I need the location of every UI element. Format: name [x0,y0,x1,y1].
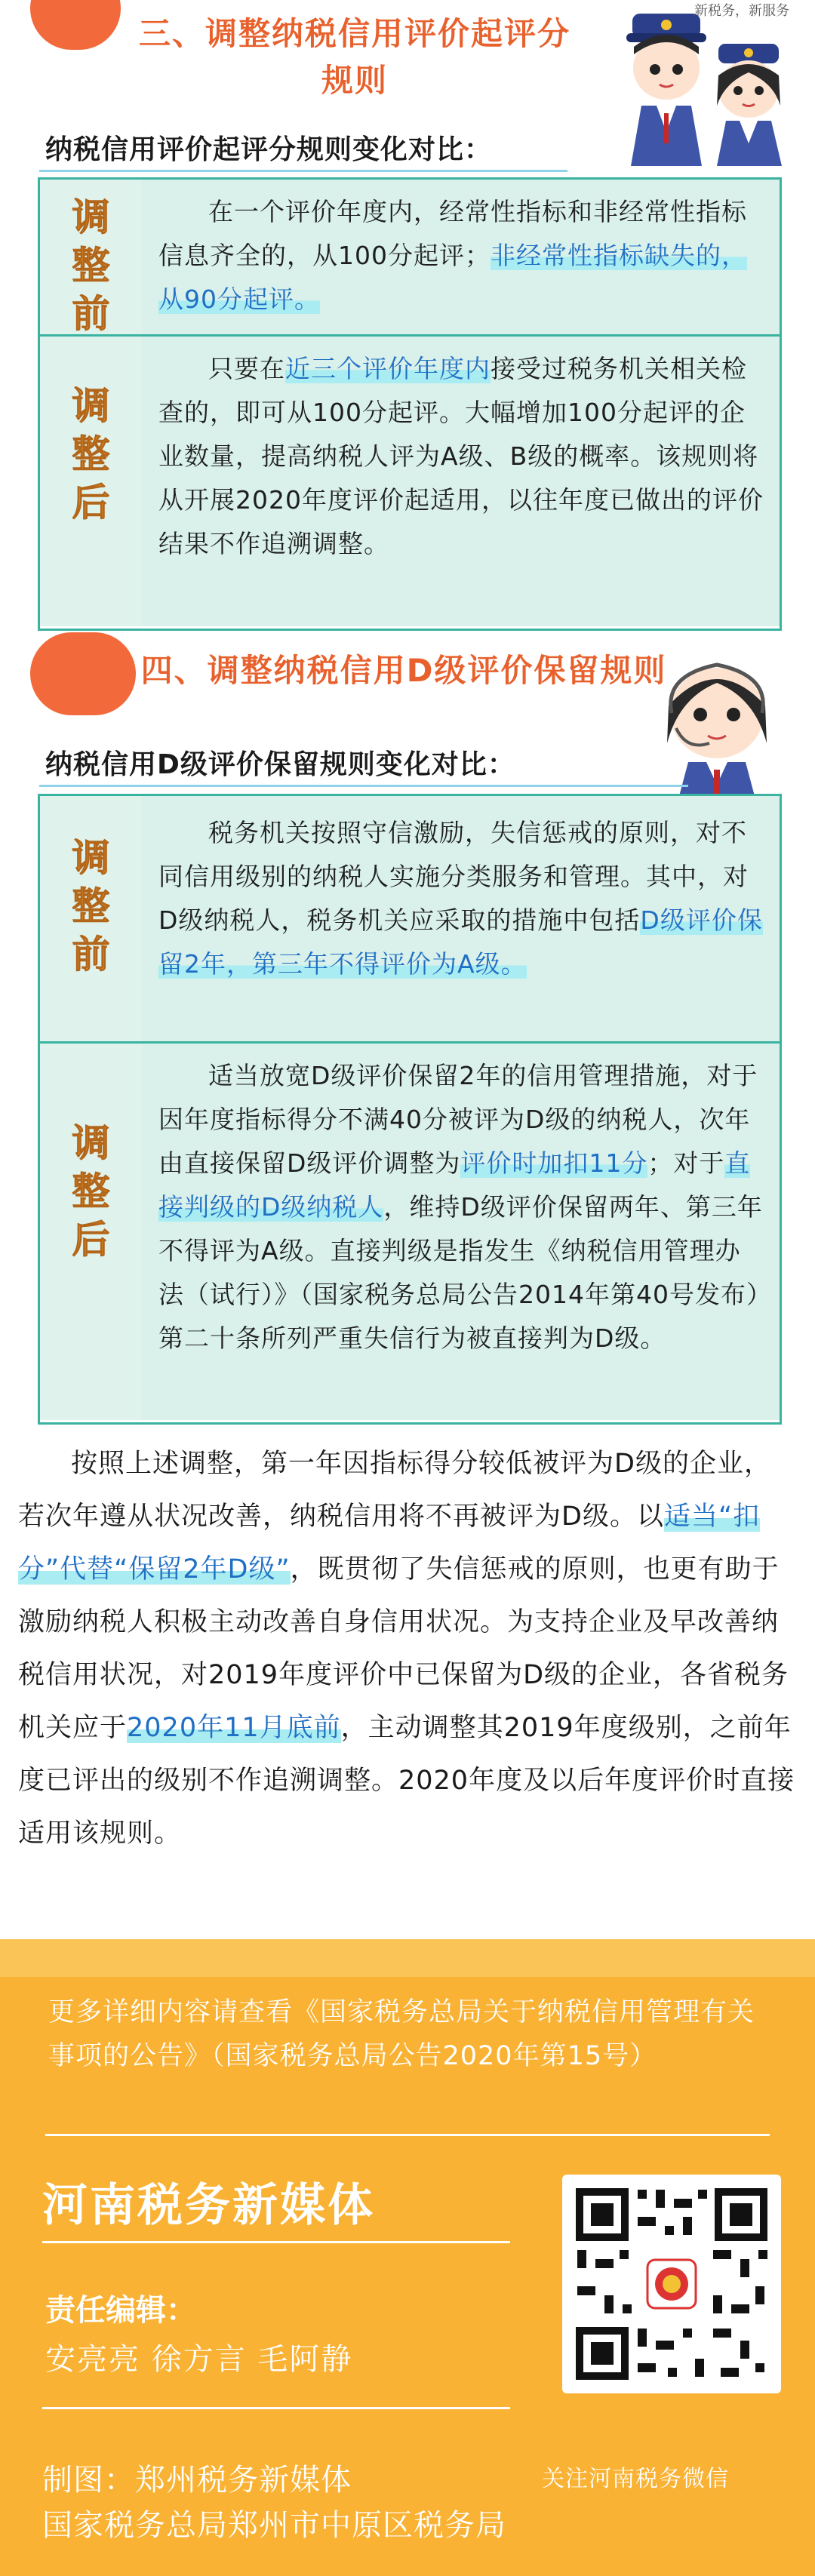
summary-highlight-2: 2020年11月底前 [127,1713,341,1743]
brand-title: 河南税务新媒体 [42,2179,375,2232]
footer-divider [45,2134,770,2136]
summary-text-cont: ，既贯彻了失信惩戒的原则，也更有助于激励纳税人积极主动改善自身信用状况。为支持企业及早改善纳税信用状况，对2019年度评价中已保留为D级的企业，各省税务机关应于 [18,1554,789,1743]
editor-label: 责任编辑： [45,2293,196,2328]
section3-subheading: 纳税信用评价起评分规则变化对比： [45,134,493,165]
footer [0,1939,815,2576]
section3-pill [30,0,121,50]
before-label-cell [40,796,144,1041]
mascot-headset-illustration [634,630,800,796]
qr-caption: 关注河南税务微信 [542,2466,729,2492]
before-text: 在一个评价年度内，经常性指标和非经常性指标信息齐全的，从100分起评； [158,197,747,270]
summary-paragraph [18,1437,797,1860]
after-text-cell [142,1044,780,1420]
summary-highlight-1: 适当“扣分”代替“保留2年D级” [18,1502,761,1585]
mascot-speech-text: 新税务，新服务 [694,3,789,19]
editor-names: 安亮亮 徐方言 毛阿静 [45,2342,353,2377]
footer-top-band [0,1939,815,1977]
mascot-pair-illustration [604,0,807,166]
after-label: 调整后 [72,384,110,524]
after-label-cell [40,1044,144,1420]
after-text-cont: 接受过税务机关相关检查的，即可从100分起评。大幅增加100分起评的企业数量，提高纳税人评为A级、B级的概率。该规则将从开展2020年度评价起适用，以往年度已做出的评价结果不作追溯调整。 [158,354,764,558]
after-text-cell [142,337,780,626]
section4-pill [30,632,136,715]
editors-underline [42,2407,510,2409]
summary-text-end: ，主动调整其2019年度级别，之前年度已评出的级别不作追溯调整。2020年度及以后年度评价时直接适用该规则。 [18,1713,795,1849]
before-highlight: D级评价保留2年，第三年不得评价为A级。 [158,905,763,979]
after-label-cell [40,337,144,626]
table-row [40,334,780,626]
section4-comparison-table [38,794,782,1425]
before-label: 调整前 [72,836,110,976]
before-text-cell [142,796,780,1041]
table-row [40,1041,780,1420]
organization-credit: 国家税务总局郑州市中原区税务局 [42,2508,506,2543]
maker-credit: 制图：郑州税务新媒体 [42,2463,352,2498]
after-highlight-2: 直接判级的D级纳税人 [158,1148,751,1222]
brand-underline [42,2241,510,2243]
qr-code[interactable] [562,2175,781,2393]
table-row [40,180,780,334]
after-highlight-1: 评价时加扣11分 [460,1148,648,1178]
before-text: 税务机关按照守信激励，失信惩戒的原则，对不同信用级别的纳税人实施分类服务和管理。其中，对D级纳税人，税务机关应采取的措施中包括 [158,818,749,935]
after-text: 只要在 [208,354,285,383]
before-label-cell [40,180,144,334]
before-highlight: 非经常性指标缺失的，从90分起评。 [158,241,747,314]
before-label: 调整前 [72,195,110,336]
section4-divider [39,785,688,787]
after-text-end: ，维持D级评价保留两年、第三年不得评为A级。直接判级是指发生《纳税信用管理办法（试行）》（国家税务总局公告2014年第40号发布）第二十条所列严重失信行为被直接判为D级。 [158,1192,763,1353]
after-highlight: 近三个评价年度内 [285,354,491,383]
before-text-cell [142,180,780,334]
after-text-cont: ；对于 [647,1148,725,1178]
section3-divider [39,170,567,172]
after-label: 调整后 [72,1121,110,1262]
section4-subheading: 纳税信用D级评价保留规则变化对比： [45,749,515,780]
section4-title: 四、调整纳税信用D级评价保留规则 [140,652,667,689]
summary-text: 按照上述调整，第一年因指标得分较低被评为D级的企业，若次年遵从状况改善，纳税信用将不再被评为D级。以 [18,1449,771,1532]
footer-reference-note: 更多详细内容请查看《国家税务总局关于纳税信用管理有关事项的公告》（国家税务总局公告2020年第15号） [48,1997,755,2071]
section3-comparison-table [38,177,782,631]
table-row [40,796,780,1041]
section3-title: 三、调整纳税信用评价起评分规则 [138,15,570,99]
after-text: 适当放宽D级评价保留2年的信用管理措施，对于因年度指标得分不满40分被评为D级的纳税人，次年由直接保留D级评价调整为 [158,1061,758,1178]
